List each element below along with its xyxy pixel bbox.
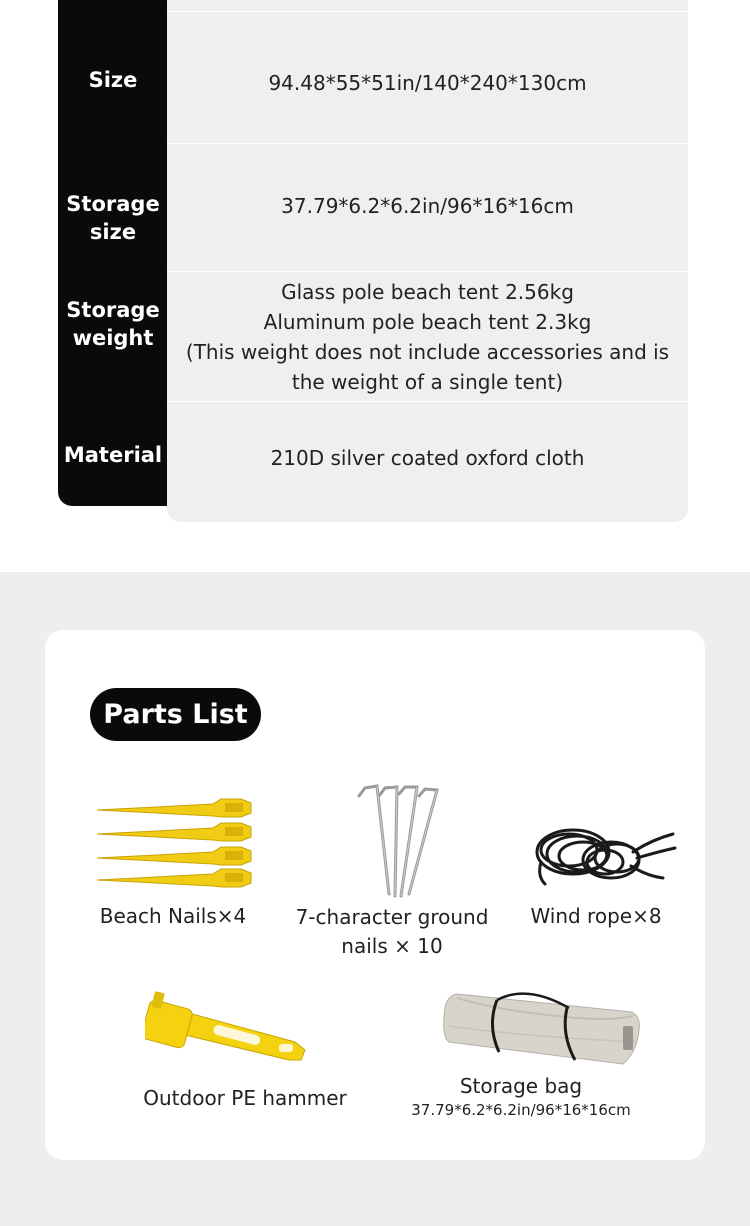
part-label-wind-rope: Wind rope×8 (530, 904, 662, 928)
spec-value-line: 210D silver coated oxford cloth (270, 446, 585, 470)
spec-value-storage-weight (167, 277, 688, 397)
spec-value-storage-size (167, 191, 688, 221)
spec-value-line: 37.79*6.2*6.2in/96*16*16cm (281, 194, 574, 218)
part-label-line: nails × 10 (341, 934, 443, 958)
spec-value-material (167, 443, 688, 473)
parts-card (45, 630, 705, 1160)
part-label-beach-nails: Beach Nails×4 (99, 904, 247, 928)
spec-value-line: Glass pole beach tent 2.56kg (281, 280, 574, 304)
beach-nail (97, 799, 251, 817)
spec-value-size (167, 68, 688, 98)
spec-label-line: weight (72, 326, 154, 350)
row-divider (167, 401, 688, 402)
part-label-line: 7-character ground (295, 905, 489, 929)
spec-label-line: Storage (66, 298, 160, 322)
spec-label-storage-weight (58, 296, 168, 352)
spec-label-material: Material (63, 443, 163, 467)
part-label-hammer: Outdoor PE hammer (143, 1086, 347, 1110)
parts-section (0, 572, 750, 1226)
spec-label-line: Storage (66, 192, 160, 216)
part-label-storage-bag: Storage bag (459, 1074, 583, 1098)
spec-value-line: 94.48*55*51in/140*240*130cm (268, 71, 587, 95)
black-wind-rope-icon (533, 822, 678, 888)
yellow-beach-nails-icon (95, 798, 255, 890)
row-divider (167, 143, 688, 144)
spec-label-storage-size (58, 190, 168, 246)
spec-table (0, 0, 750, 572)
spec-value-line: Aluminum pole beach tent 2.3kg (263, 310, 592, 334)
spec-value-line: the weight of a single tent) (291, 370, 564, 394)
steel-ground-nails-icon (355, 784, 445, 900)
grey-storage-bag-icon (437, 986, 649, 1072)
part-label-ground-nails (287, 903, 497, 961)
spec-label-size: Size (88, 68, 138, 92)
row-divider (167, 271, 688, 272)
yellow-pe-hammer-icon (145, 990, 310, 1066)
spec-value-line: (This weight does not include accessories and is (185, 340, 670, 364)
row-divider (167, 11, 688, 12)
spec-label-line: size (89, 220, 137, 244)
part-sublabel-storage-bag: 37.79*6.2*6.2in/96*16*16cm (411, 1101, 631, 1119)
parts-list-title: Parts List (90, 688, 261, 741)
